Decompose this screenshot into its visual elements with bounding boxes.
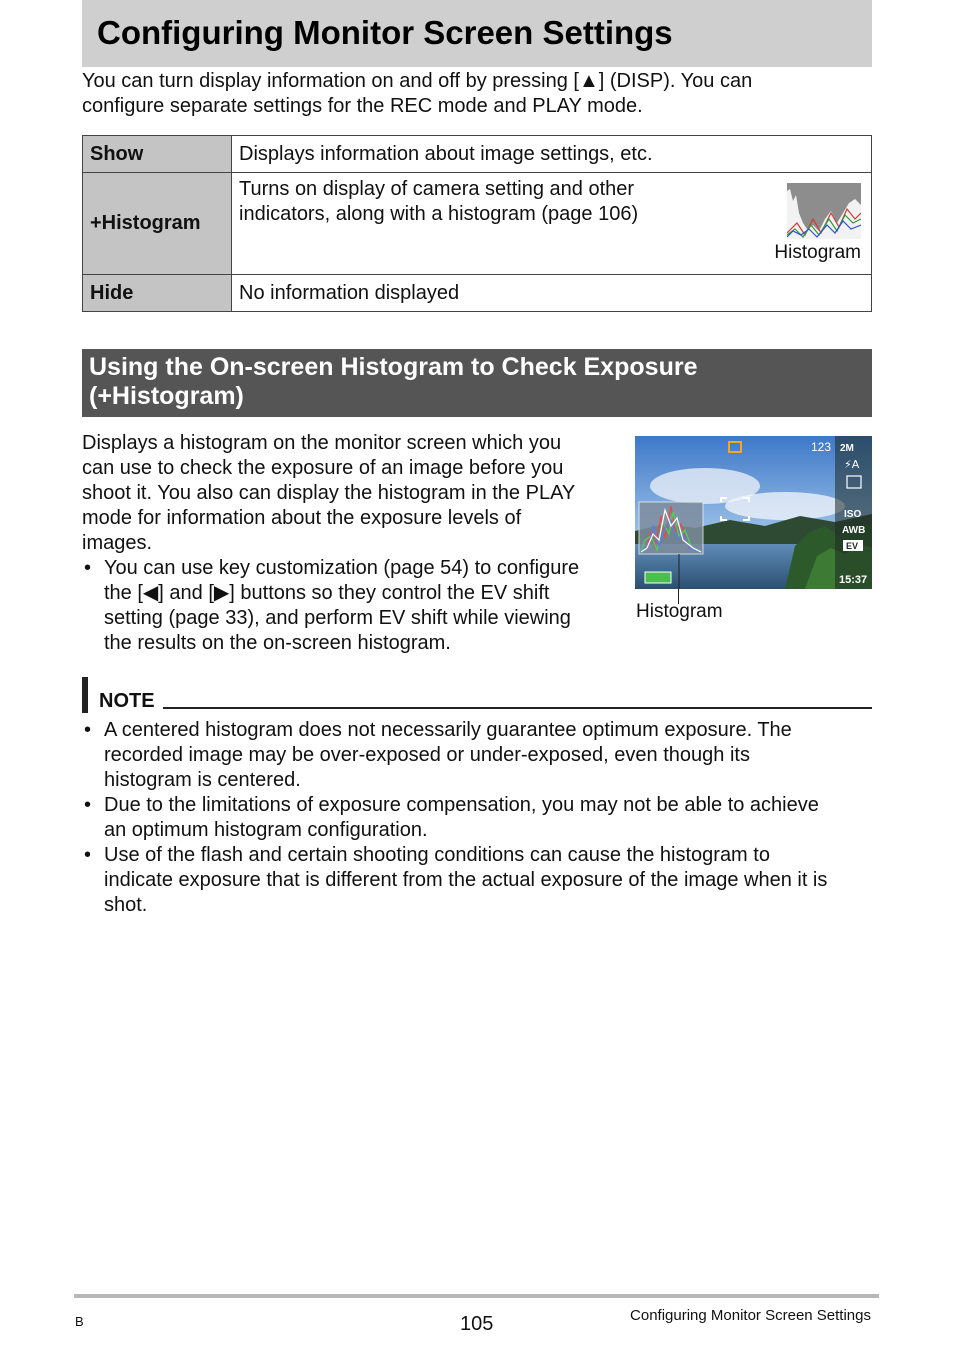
histogram-thumbnail — [787, 183, 861, 239]
flash-icon: ⚡A — [844, 458, 860, 471]
table-row — [83, 275, 872, 312]
bullet-dot: • — [84, 719, 92, 741]
note-line: an optimum histogram configuration. — [104, 819, 428, 841]
intro-line: configure separate settings for the REC mode and PLAY mode. — [82, 95, 643, 117]
bullet-line: setting (page 33), and perform EV shift while viewing — [104, 607, 571, 629]
body-line: mode for information about the exposure levels of — [82, 507, 522, 529]
option-description: No information displayed — [232, 275, 872, 312]
description-line: Turns on display of camera setting and other — [239, 178, 635, 200]
intro-paragraph — [82, 69, 752, 119]
note-line: A centered histogram does not necessarily guarantee optimum exposure. The — [104, 719, 792, 741]
ev-icon: EV — [846, 541, 859, 551]
histogram-caption: Histogram — [774, 242, 861, 263]
section-heading-line: Using the On-screen Histogram to Check Exposure — [89, 353, 698, 381]
image-size-icon: 2M — [840, 443, 854, 454]
list-item — [82, 793, 882, 843]
bullet-line: You can use key customization (page 54) to configure — [104, 557, 580, 579]
list-item — [82, 718, 882, 793]
description-line: indicators, along with a histogram (page 106) — [239, 203, 639, 225]
time-readout: 15:37 — [839, 574, 868, 586]
body-line: images. — [82, 532, 153, 554]
note-list — [82, 718, 882, 918]
bullet-dot: • — [84, 794, 92, 816]
footer-left-mark: B — [75, 1314, 84, 1329]
option-histogram: +Histogram — [83, 173, 232, 275]
option-description: Displays information about image settings, etc. — [232, 136, 872, 173]
footer-rule — [74, 1294, 879, 1298]
body-line: shoot it. You also can display the histogram in the PLAY — [82, 482, 576, 504]
option-show: Show — [83, 136, 232, 173]
note-line: Use of the flash and certain shooting conditions can cause the histogram to — [104, 844, 770, 866]
white-balance-icon: AWB — [842, 525, 866, 536]
bullet-line: the results on the on-screen histogram. — [104, 632, 451, 654]
table-row — [83, 136, 872, 173]
bullet-line: the [◀] and [▶] buttons so they control the EV shift — [104, 582, 550, 604]
body-line: Displays a histogram on the monitor screen which you — [82, 432, 562, 454]
note-line: Due to the limitations of exposure compensation, you may not be able to achieve — [104, 794, 819, 816]
note-label: NOTE — [99, 690, 155, 712]
bullet-dot: • — [84, 844, 92, 866]
option-description — [239, 177, 638, 227]
note-marker — [82, 677, 88, 713]
list-item — [82, 556, 622, 656]
shot-count: 123 — [811, 440, 832, 454]
section-heading — [89, 353, 697, 411]
footer-chapter-title: Configuring Monitor Screen Settings — [630, 1307, 871, 1324]
settings-table — [82, 135, 872, 312]
histogram-caption: Histogram — [636, 601, 723, 622]
page-number: 105 — [460, 1313, 494, 1335]
page-title: Configuring Monitor Screen Settings — [97, 14, 673, 51]
note-divider — [163, 707, 872, 709]
note-line: histogram is centered. — [104, 769, 301, 791]
section-heading-line: (+Histogram) — [89, 382, 244, 410]
section-body — [82, 431, 622, 656]
camera-screen-image — [635, 436, 872, 589]
note-line: recorded image may be over-exposed or under-exposed, even though its — [104, 744, 750, 766]
title-bar — [82, 0, 872, 67]
body-line: can use to check the exposure of an image before you — [82, 457, 564, 479]
battery-icon — [645, 572, 671, 583]
option-description-cell — [232, 173, 872, 275]
bullet-dot: • — [84, 557, 92, 579]
table-row — [83, 173, 872, 275]
iso-icon: ISO — [844, 509, 862, 520]
option-hide: Hide — [83, 275, 232, 312]
note-line: indicate exposure that is different from the actual exposure of the image when it is — [104, 869, 828, 891]
note-line: shot. — [104, 894, 148, 916]
list-item — [82, 843, 882, 918]
section-bar — [82, 349, 872, 417]
intro-line: You can turn display information on and off by pressing [▲] (DISP). You can — [82, 70, 753, 92]
